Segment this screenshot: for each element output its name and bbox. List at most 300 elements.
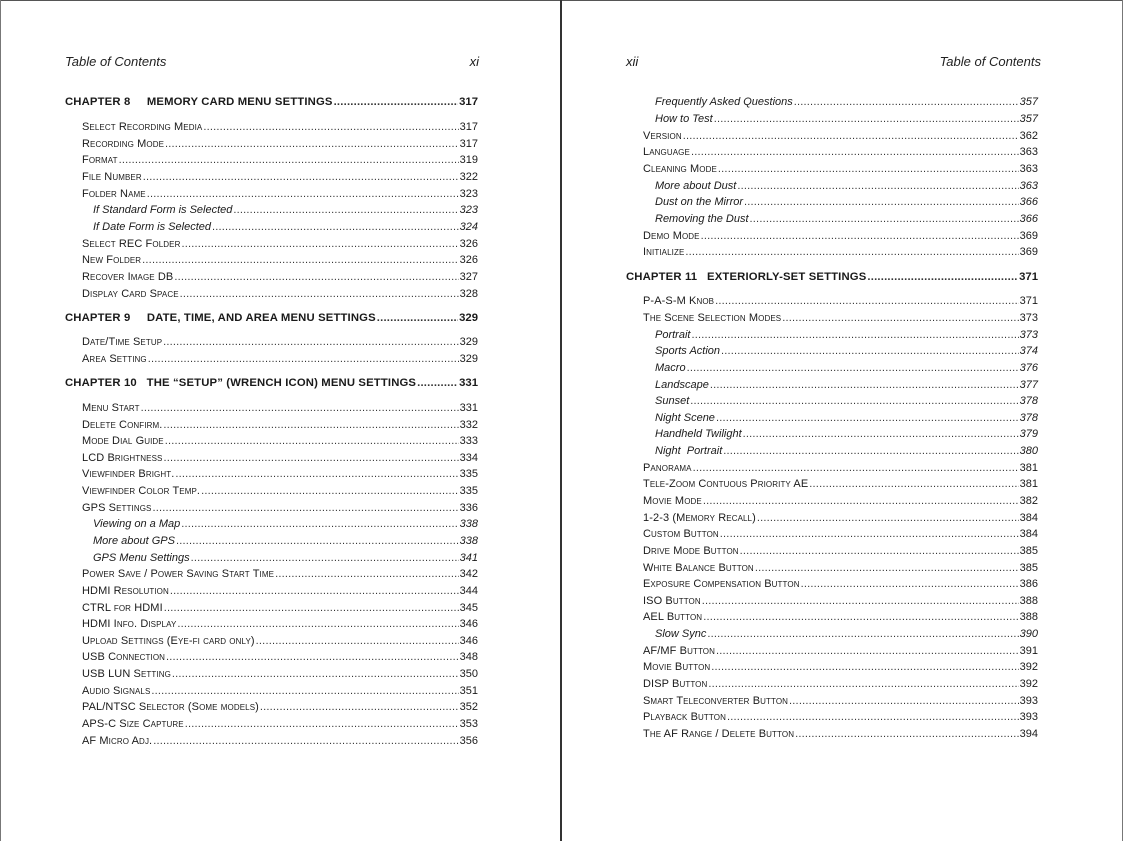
toc-entry-version xyxy=(643,128,1038,144)
toc-entry-title: Format xyxy=(82,154,118,166)
toc-entry-upload-settings-eye-fi-card-only xyxy=(82,633,478,649)
toc-entry-new-folder xyxy=(82,252,478,268)
dot-leader xyxy=(177,616,458,632)
toc-entry-title: Sports Action xyxy=(655,345,721,357)
dot-leader xyxy=(176,533,459,549)
toc-entry-page-number: 393 xyxy=(1019,695,1038,707)
toc-entry-page-number: 374 xyxy=(1019,345,1038,357)
toc-entry-title: Upload Settings (Eye-fi card only) xyxy=(82,635,255,647)
toc-entry-title: Exposure Compensation Button xyxy=(643,578,800,590)
dot-leader xyxy=(715,293,1019,309)
toc-entry-title: DISP Button xyxy=(643,678,708,690)
toc-entry-page-number: 369 xyxy=(1019,246,1038,258)
toc-entry-page-number: 371 xyxy=(1019,271,1038,283)
toc-entry-title: AEL Button xyxy=(643,611,703,623)
dot-leader xyxy=(119,152,459,168)
toc-entry-date-time-setup xyxy=(82,334,478,350)
dot-leader xyxy=(164,600,459,616)
dot-leader xyxy=(163,450,458,466)
dot-leader xyxy=(690,393,1018,409)
toc-entry-pal-ntsc-selector-some-models xyxy=(82,699,478,715)
toc-entry-landscape xyxy=(655,377,1038,393)
toc-entry-if-standard-form-is-selected xyxy=(93,202,478,218)
toc-entry-mode-dial-guide xyxy=(82,433,478,449)
toc-entry-viewfinder-bright xyxy=(82,466,478,482)
toc-entry-page-number: 388 xyxy=(1019,611,1038,623)
dot-leader xyxy=(691,144,1019,160)
dot-leader xyxy=(191,550,459,566)
dot-leader xyxy=(794,94,1019,110)
toc-entry-page-number: 334 xyxy=(459,452,478,464)
toc-entry-title: Recording Mode xyxy=(82,138,165,150)
toc-entry-page-number: 384 xyxy=(1019,528,1038,540)
dot-leader xyxy=(153,500,459,516)
dot-leader xyxy=(153,733,458,749)
toc-entry-1-2-3-memory-recall xyxy=(643,510,1038,526)
dot-leader xyxy=(795,726,1019,742)
left-page xyxy=(0,0,560,841)
toc-entry-hdmi-resolution xyxy=(82,583,478,599)
toc-entry-page-number: 335 xyxy=(459,485,478,497)
toc-entry-the-af-range-delete-button xyxy=(643,726,1038,742)
dot-leader xyxy=(703,493,1019,509)
toc-entry-sunset xyxy=(655,393,1038,409)
dot-leader xyxy=(750,211,1019,227)
toc-entry-page-number: 386 xyxy=(1019,578,1038,590)
dot-leader xyxy=(707,626,1018,642)
toc-entry-page-number: 362 xyxy=(1019,130,1038,142)
toc-entry-title: The AF Range / Delete Button xyxy=(643,728,795,740)
toc-entry-title: Select REC Folder xyxy=(82,238,181,250)
dot-leader xyxy=(714,111,1019,127)
toc-entry-title: Select Recording Media xyxy=(82,121,203,133)
toc-entry-audio-signals xyxy=(82,683,478,699)
toc-entry-viewing-on-a-map xyxy=(93,516,478,532)
toc-entry-iso-button xyxy=(643,593,1038,609)
toc-entry-handheld-twilight xyxy=(655,426,1038,442)
toc-entry-page-number: 356 xyxy=(459,735,478,747)
dot-leader xyxy=(181,516,458,532)
toc-entry-page-number: 317 xyxy=(459,121,478,133)
dot-leader xyxy=(165,433,459,449)
toc-entry-if-date-form-is-selected xyxy=(93,219,478,235)
toc-entry-page-number: 357 xyxy=(1019,113,1038,125)
toc-entry-title: HDMI Info. Display xyxy=(82,618,177,630)
toc-entry-page-number: 385 xyxy=(1019,545,1038,557)
toc-entry-power-save-power-saving-start-time xyxy=(82,566,478,582)
toc-entry-night-scene xyxy=(655,410,1038,426)
dot-leader xyxy=(180,286,459,302)
toc-entry-title: More about GPS xyxy=(93,535,175,547)
dot-leader xyxy=(275,566,459,582)
dot-leader xyxy=(782,310,1018,326)
toc-entry-page-number: 394 xyxy=(1019,728,1038,740)
toc-entry-removing-the-dust xyxy=(655,211,1038,227)
toc-entry-language xyxy=(643,144,1038,160)
toc-entry-the-scene-selection-modes xyxy=(643,310,1038,326)
dot-leader xyxy=(789,693,1019,709)
toc-entry-title: Portrait xyxy=(655,329,691,341)
toc-entry-title: USB LUN Setting xyxy=(82,668,171,680)
toc-entry-slow-sync xyxy=(655,626,1038,642)
dot-leader xyxy=(260,699,459,715)
toc-entry-exposure-compensation-button xyxy=(643,576,1038,592)
dot-leader xyxy=(174,269,458,285)
toc-entry-title: CTRL for HDMI xyxy=(82,602,163,614)
toc-entry-menu-start xyxy=(82,400,478,416)
toc-entry-page-number: 317 xyxy=(459,138,478,150)
toc-entry-page-number: 327 xyxy=(459,271,478,283)
toc-entry-format xyxy=(82,152,478,168)
dot-leader xyxy=(685,244,1018,260)
dot-leader xyxy=(716,643,1019,659)
toc-entry-page-number: 323 xyxy=(459,188,478,200)
toc-entry-title: The Scene Selection Modes xyxy=(643,312,782,324)
toc-entry-title: Night Scene xyxy=(655,412,715,424)
dot-leader xyxy=(701,228,1019,244)
toc-entry-title: Macro xyxy=(655,362,686,374)
toc-entry-page-number: 346 xyxy=(459,635,478,647)
toc-entry-page-number: 341 xyxy=(459,552,478,564)
toc-entry-title: CHAPTER 11 EXTERIORLY-SET SETTINGS xyxy=(626,271,867,283)
toc-entry-title: USB Connection xyxy=(82,651,166,663)
toc-entry-movie-button xyxy=(643,659,1038,675)
toc-entry-page-number: 371 xyxy=(1019,295,1038,307)
toc-entry-page-number: 382 xyxy=(1019,495,1038,507)
toc-entry-page-number: 331 xyxy=(459,402,478,414)
dot-leader xyxy=(743,426,1019,442)
toc-entry-page-number: 329 xyxy=(459,353,478,365)
dot-leader xyxy=(147,186,459,202)
dot-leader xyxy=(165,136,459,152)
toc-entry-sports-action xyxy=(655,343,1038,359)
toc-chapter-entry-chapter-8-memory-card-menu-settings xyxy=(65,94,478,110)
toc-entry-area-setting xyxy=(82,351,478,367)
toc-entry-title: Removing the Dust xyxy=(655,213,749,225)
right-page xyxy=(562,0,1123,841)
toc-entry-aps-c-size-capture xyxy=(82,716,478,732)
toc-entry-title: Frequently Asked Questions xyxy=(655,96,793,108)
dot-leader xyxy=(256,633,459,649)
toc-entry-title: Language xyxy=(643,146,690,158)
dot-leader xyxy=(166,649,459,665)
dot-leader xyxy=(141,400,459,416)
dot-leader xyxy=(172,666,459,682)
toc-entry-page-number: 378 xyxy=(1019,412,1038,424)
toc-entry-movie-mode xyxy=(643,493,1038,509)
toc-entry-page-number: 322 xyxy=(459,171,478,183)
toc-entry-title: ISO Button xyxy=(643,595,701,607)
toc-entry-page-number: 336 xyxy=(459,502,478,514)
toc-entry-title: P-A-S-M Knob xyxy=(643,295,715,307)
toc-entry-title: New Folder xyxy=(82,254,142,266)
toc-entry-select-rec-folder xyxy=(82,236,478,252)
toc-entry-title: If Date Form is Selected xyxy=(93,221,211,233)
dot-leader xyxy=(720,526,1019,542)
toc-entry-ctrl-for-hdmi xyxy=(82,600,478,616)
toc-entry-page-number: 350 xyxy=(459,668,478,680)
toc-entry-title: CHAPTER 8 MEMORY CARD MENU SETTINGS xyxy=(65,96,333,108)
toc-entry-more-about-dust xyxy=(655,178,1038,194)
toc-entry-recover-image-db xyxy=(82,269,478,285)
toc-entry-title: AF Micro Adj. xyxy=(82,735,153,747)
dot-leader xyxy=(721,343,1019,359)
toc-entry-title: Tele-Zoom Contuous Priority AE xyxy=(643,478,809,490)
toc-entry-title: Slow Sync xyxy=(655,628,707,640)
dot-leader xyxy=(710,377,1019,393)
toc-entry-page-number: 366 xyxy=(1019,196,1038,208)
dot-leader xyxy=(233,202,458,218)
toc-entry-page-number: 333 xyxy=(459,435,478,447)
toc-entry-title: File Number xyxy=(82,171,142,183)
toc-entry-usb-lun-setting xyxy=(82,666,478,682)
toc-entry-macro xyxy=(655,360,1038,376)
dot-leader xyxy=(163,417,458,433)
dot-leader xyxy=(163,334,459,350)
toc-entry-p-a-s-m-knob xyxy=(643,293,1038,309)
toc-entry-portrait xyxy=(655,327,1038,343)
toc-entry-page-number: 381 xyxy=(1019,478,1038,490)
toc-entry-title: APS-C Size Capture xyxy=(82,718,184,730)
toc-entry-page-number: 353 xyxy=(459,718,478,730)
toc-entry-how-to-test xyxy=(655,111,1038,127)
toc-entry-tele-zoom-contuous-priority-ae xyxy=(643,476,1038,492)
toc-entry-title: Viewfinder Color Temp. xyxy=(82,485,201,497)
toc-entry-page-number: 378 xyxy=(1019,395,1038,407)
dot-leader xyxy=(867,269,1018,285)
toc-chapter-entry-chapter-9-date-time-and-area-menu-settin xyxy=(65,310,478,326)
dot-leader xyxy=(170,583,459,599)
toc-entry-page-number: 366 xyxy=(1019,213,1038,225)
toc-entry-night-portrait xyxy=(655,443,1038,459)
toc-entry-title: Dust on the Mirror xyxy=(655,196,744,208)
toc-entry-page-number: 338 xyxy=(459,518,478,530)
toc-entry-ael-button xyxy=(643,609,1038,625)
dot-leader xyxy=(757,510,1019,526)
toc-entry-title: CHAPTER 10 THE “SETUP” (WRENCH ICON) MENU SETTINGS xyxy=(65,377,417,389)
toc-entry-viewfinder-color-temp xyxy=(82,483,478,499)
toc-entry-page-number: 352 xyxy=(459,701,478,713)
toc-entry-lcd-brightness xyxy=(82,450,478,466)
toc-entry-title: Cleaning Mode xyxy=(643,163,717,175)
toc-entry-page-number: 338 xyxy=(459,535,478,547)
dot-leader xyxy=(185,716,459,732)
toc-entry-usb-connection xyxy=(82,649,478,665)
toc-entry-page-number: 357 xyxy=(1019,96,1038,108)
toc-entry-page-number: 348 xyxy=(459,651,478,663)
toc-entry-title: Area Setting xyxy=(82,353,147,365)
toc-entry-page-number: 351 xyxy=(459,685,478,697)
dot-leader xyxy=(716,410,1019,426)
toc-entry-folder-name xyxy=(82,186,478,202)
dot-leader xyxy=(755,560,1019,576)
toc-entry-title: White Balance Button xyxy=(643,562,754,574)
toc-entry-recording-mode xyxy=(82,136,478,152)
toc-entry-page-number: 363 xyxy=(1019,180,1038,192)
dot-leader xyxy=(727,709,1019,725)
toc-entry-page-number: 379 xyxy=(1019,428,1038,440)
toc-entry-title: Demo Mode xyxy=(643,230,700,242)
toc-entry-page-number: 319 xyxy=(459,154,478,166)
dot-leader xyxy=(703,609,1018,625)
toc-entry-display-card-space xyxy=(82,286,478,302)
toc-entry-title: Viewing on a Map xyxy=(93,518,181,530)
toc-entry-page-number: 345 xyxy=(459,602,478,614)
toc-entry-title: Power Save / Power Saving Start Time xyxy=(82,568,275,580)
toc-entry-page-number: 328 xyxy=(459,288,478,300)
toc-entry-title: LCD Brightness xyxy=(82,452,163,464)
toc-entry-title: How to Test xyxy=(655,113,713,125)
toc-entry-custom-button xyxy=(643,526,1038,542)
dot-leader xyxy=(801,576,1019,592)
toc-chapter-entry-chapter-11-exteriorly-set-settings xyxy=(626,269,1038,285)
toc-entry-page-number: 392 xyxy=(1019,678,1038,690)
toc-entry-title: Menu Start xyxy=(82,402,140,414)
dot-leader xyxy=(181,236,458,252)
dot-leader xyxy=(201,483,459,499)
toc-entry-title: AF/MF Button xyxy=(643,645,715,657)
toc-entry-page-number: 329 xyxy=(459,336,478,348)
toc-entry-page-number: 385 xyxy=(1019,562,1038,574)
toc-entry-more-about-gps xyxy=(93,533,478,549)
dot-leader xyxy=(718,161,1019,177)
toc-entry-title: 1-2-3 (Memory Recall) xyxy=(643,512,756,524)
toc-entry-title: Version xyxy=(643,130,682,142)
toc-entry-page-number: 363 xyxy=(1019,163,1038,175)
toc-entry-page-number: 346 xyxy=(459,618,478,630)
toc-entry-hdmi-info-display xyxy=(82,616,478,632)
toc-entry-page-number: 384 xyxy=(1019,512,1038,524)
toc-entry-page-number: 377 xyxy=(1019,379,1038,391)
folio-page-number: xii xyxy=(626,54,639,69)
toc-entry-title: Handheld Twilight xyxy=(655,428,742,440)
dot-leader xyxy=(809,476,1018,492)
dot-leader xyxy=(687,360,1019,376)
toc-entry-title: Smart Teleconverter Button xyxy=(643,695,789,707)
running-header-title: Table of Contents xyxy=(939,54,1041,69)
toc-entry-title: Delete Confirm. xyxy=(82,419,163,431)
running-header-title: Table of Contents xyxy=(65,54,167,69)
toc-entry-title: Audio Signals xyxy=(82,685,151,697)
toc-entry-page-number: 344 xyxy=(459,585,478,597)
toc-entry-page-number: 326 xyxy=(459,254,478,266)
toc-entry-title: Mode Dial Guide xyxy=(82,435,164,447)
dot-leader xyxy=(693,460,1019,476)
toc-entry-page-number: 392 xyxy=(1019,661,1038,673)
toc-entry-page-number: 369 xyxy=(1019,230,1038,242)
toc-entry-white-balance-button xyxy=(643,560,1038,576)
toc-entry-title: GPS Menu Settings xyxy=(93,552,190,564)
toc-entry-page-number: 373 xyxy=(1019,312,1038,324)
toc-entry-gps-settings xyxy=(82,500,478,516)
dot-leader xyxy=(203,119,458,135)
dot-leader xyxy=(740,543,1019,559)
dot-leader xyxy=(417,375,458,391)
toc-entry-page-number: 363 xyxy=(1019,146,1038,158)
toc-entry-page-number: 373 xyxy=(1019,329,1038,341)
toc-entry-playback-button xyxy=(643,709,1038,725)
toc-entry-af-micro-adj xyxy=(82,733,478,749)
dot-leader xyxy=(711,659,1018,675)
toc-entry-title: More about Dust xyxy=(655,180,737,192)
toc-entry-page-number: 332 xyxy=(459,419,478,431)
toc-entry-title: Recover Image DB xyxy=(82,271,174,283)
toc-entry-frequently-asked-questions xyxy=(655,94,1038,110)
toc-entry-title: GPS Settings xyxy=(82,502,152,514)
dot-leader xyxy=(143,169,459,185)
toc-entry-title: Panorama xyxy=(643,462,692,474)
toc-entry-page-number: 324 xyxy=(459,221,478,233)
dot-leader xyxy=(142,252,458,268)
dot-leader xyxy=(723,443,1018,459)
toc-entry-title: Drive Mode Button xyxy=(643,545,739,557)
toc-entry-page-number: 376 xyxy=(1019,362,1038,374)
toc-entry-title: Playback Button xyxy=(643,711,726,723)
toc-entry-select-recording-media xyxy=(82,119,478,135)
toc-entry-title: CHAPTER 9 DATE, TIME, AND AREA MENU SETTINGS xyxy=(65,312,376,324)
toc-entry-title: Sunset xyxy=(655,395,690,407)
dot-leader xyxy=(212,219,459,235)
toc-entry-af-mf-button xyxy=(643,643,1038,659)
toc-entry-title: Folder Name xyxy=(82,188,146,200)
dot-leader xyxy=(708,676,1018,692)
toc-entry-page-number: 326 xyxy=(459,238,478,250)
toc-entry-title: Initialize xyxy=(643,246,685,258)
dot-leader xyxy=(737,178,1018,194)
dot-leader xyxy=(175,466,458,482)
toc-entry-dust-on-the-mirror xyxy=(655,194,1038,210)
toc-entry-delete-confirm xyxy=(82,417,478,433)
toc-entry-cleaning-mode xyxy=(643,161,1038,177)
toc-entry-page-number: 323 xyxy=(459,204,478,216)
toc-entry-title: Date/Time Setup xyxy=(82,336,163,348)
toc-chapter-entry-chapter-10-the-setup-wrench-icon-menu-se xyxy=(65,375,478,391)
dot-leader xyxy=(377,310,458,326)
toc-entry-page-number: 329 xyxy=(459,312,478,324)
dot-leader xyxy=(148,351,459,367)
dot-leader xyxy=(683,128,1019,144)
toc-entry-file-number xyxy=(82,169,478,185)
dot-leader xyxy=(151,683,458,699)
dot-leader xyxy=(691,327,1018,343)
toc-entry-page-number: 331 xyxy=(459,377,478,389)
toc-entry-page-number: 390 xyxy=(1019,628,1038,640)
toc-entry-page-number: 380 xyxy=(1019,445,1038,457)
toc-entry-initialize xyxy=(643,244,1038,260)
toc-entry-page-number: 335 xyxy=(459,468,478,480)
toc-entry-disp-button xyxy=(643,676,1038,692)
toc-entry-title: Movie Mode xyxy=(643,495,702,507)
dot-leader xyxy=(334,94,459,110)
toc-entry-gps-menu-settings xyxy=(93,550,478,566)
toc-entry-page-number: 393 xyxy=(1019,711,1038,723)
toc-entry-title: Display Card Space xyxy=(82,288,179,300)
toc-entry-title: HDMI Resolution xyxy=(82,585,169,597)
toc-entry-page-number: 317 xyxy=(459,96,478,108)
toc-entry-panorama xyxy=(643,460,1038,476)
toc-entry-smart-teleconverter-button xyxy=(643,693,1038,709)
toc-entry-title: If Standard Form is Selected xyxy=(93,204,233,216)
toc-entry-title: PAL/NTSC Selector (Some models) xyxy=(82,701,259,713)
toc-entry-page-number: 342 xyxy=(459,568,478,580)
toc-entry-page-number: 391 xyxy=(1019,645,1038,657)
toc-entry-demo-mode xyxy=(643,228,1038,244)
toc-entry-title: Viewfinder Bright. xyxy=(82,468,175,480)
toc-entry-title: Custom Button xyxy=(643,528,719,540)
folio-page-number: xi xyxy=(469,54,479,69)
dot-leader xyxy=(702,593,1019,609)
toc-entry-title: Night Portrait xyxy=(655,445,723,457)
